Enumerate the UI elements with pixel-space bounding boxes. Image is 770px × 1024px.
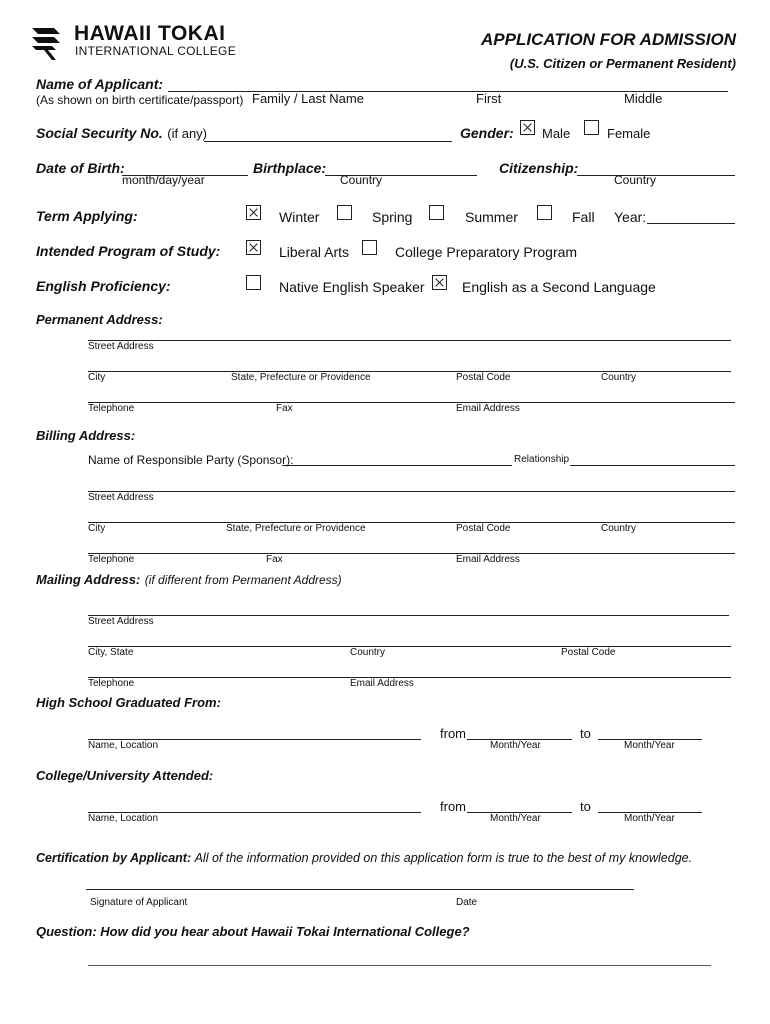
mailing-address-note: (if different from Permanent Address) [144, 573, 342, 587]
billing-relationship-input-line[interactable] [570, 465, 735, 466]
gender-female-label: Female [607, 126, 651, 141]
logo-title: HAWAII TOKAI [74, 22, 226, 45]
billing-street-line[interactable] [88, 491, 735, 492]
highschool-name-caption: Name, Location [88, 740, 159, 751]
gender-female-checkbox[interactable] [584, 120, 599, 135]
permanent-address-label: Permanent Address: [36, 312, 163, 327]
permanent-postal-caption: Postal Code [456, 372, 511, 383]
term-spring-label: Spring [372, 209, 413, 225]
term-label: Term Applying: [36, 208, 138, 224]
highschool-label: High School Graduated From: [36, 695, 221, 710]
ssn-row [36, 125, 207, 143]
term-year-label: Year: [614, 209, 647, 225]
billing-fax-caption: Fax [266, 554, 283, 565]
logo-mark-icon [30, 24, 68, 62]
english-label: English Proficiency: [36, 278, 171, 294]
ssn-label: Social Security No. [36, 125, 163, 141]
billing-address-label: Billing Address: [36, 428, 136, 443]
permanent-state-caption: State, Prefecture or Providence [231, 372, 371, 383]
form-subtitle: (U.S. Citizen or Permanent Resident) [509, 56, 736, 71]
billing-street-caption: Street Address [88, 492, 154, 503]
english-native-label: Native English Speaker [279, 279, 425, 295]
mailing-street-caption: Street Address [88, 616, 154, 627]
college-to-label: to [580, 799, 591, 814]
mailing-email-caption: Email Address [350, 678, 414, 689]
question-answer-line[interactable] [88, 965, 711, 966]
permanent-fax-caption: Fax [276, 403, 293, 414]
permanent-street-line[interactable] [88, 340, 731, 341]
signature-caption: Signature of Applicant [90, 897, 188, 908]
permanent-country-caption: Country [601, 372, 637, 383]
term-winter-checkbox[interactable] [246, 205, 261, 220]
program-prep-checkbox[interactable] [362, 240, 377, 255]
term-summer-checkbox[interactable] [429, 205, 444, 220]
college-to-caption: Month/Year [624, 813, 675, 824]
english-esl-label: English as a Second Language [462, 279, 656, 295]
program-liberal-arts-label: Liberal Arts [279, 244, 350, 260]
citizenship-caption: Country [614, 173, 657, 187]
college-from-label: from [440, 799, 466, 814]
billing-email-caption: Email Address [456, 554, 520, 565]
birthplace-label: Birthplace: [253, 160, 327, 176]
mailing-postal-caption: Postal Code [561, 647, 616, 658]
billing-state-caption: State, Prefecture or Providence [226, 523, 366, 534]
dob-label: Date of Birth: [36, 160, 125, 176]
mailing-address-label: Mailing Address: [36, 572, 141, 587]
birthplace-caption: Country [340, 173, 383, 187]
form-title: APPLICATION FOR ADMISSION [481, 30, 736, 49]
name-note: (As shown on birth certificate/passport) [36, 93, 244, 107]
ssn-note: (if any) [167, 126, 208, 141]
highschool-to-caption: Month/Year [624, 740, 675, 751]
citizenship-label: Citizenship: [499, 160, 579, 176]
mailing-city-line[interactable] [88, 646, 731, 647]
permanent-email-caption: Email Address [456, 403, 520, 414]
program-label: Intended Program of Study: [36, 243, 221, 259]
gender-label: Gender: [460, 125, 514, 141]
term-fall-label: Fall [572, 209, 595, 225]
certification-statement [36, 851, 692, 865]
highschool-from-label: from [440, 726, 466, 741]
college-from-caption: Month/Year [490, 813, 541, 824]
gender-male-checkbox[interactable] [520, 120, 535, 135]
permanent-city-caption: City [88, 372, 106, 383]
certification-text: All of the information provided on this application form is true to the best of my knowledge. [194, 851, 693, 865]
term-spring-checkbox[interactable] [337, 205, 352, 220]
billing-postal-caption: Postal Code [456, 523, 511, 534]
permanent-phone-line[interactable] [88, 402, 735, 403]
mailing-street-line[interactable] [88, 615, 729, 616]
middle-name-caption: Middle [624, 91, 663, 106]
name-label: Name of Applicant: [36, 76, 164, 92]
program-liberal-arts-checkbox[interactable] [246, 240, 261, 255]
dob-caption: month/day/year [122, 173, 205, 187]
permanent-street-caption: Street Address [88, 341, 154, 352]
date-caption: Date [456, 897, 478, 908]
ssn-input-line[interactable] [204, 141, 452, 142]
billing-sponsor-label: Name of Responsible Party (Sponsor): [88, 453, 294, 467]
billing-country-caption: Country [601, 523, 637, 534]
program-prep-label: College Preparatory Program [395, 244, 578, 260]
term-year-input-line[interactable] [647, 223, 735, 224]
billing-sponsor-input-line[interactable] [282, 465, 512, 466]
billing-phone-caption: Telephone [88, 554, 135, 565]
english-native-checkbox[interactable] [246, 275, 261, 290]
highschool-from-caption: Month/Year [490, 740, 541, 751]
certification-label: Certification by Applicant: [36, 851, 192, 865]
gender-male-label: Male [542, 126, 571, 141]
logo-subtitle: INTERNATIONAL COLLEGE [75, 44, 236, 58]
billing-phone-line[interactable] [88, 553, 735, 554]
family-name-caption: Family / Last Name [252, 91, 364, 106]
college-name-caption: Name, Location [88, 813, 159, 824]
mailing-address-heading [36, 571, 342, 589]
term-fall-checkbox[interactable] [537, 205, 552, 220]
signature-line[interactable] [86, 889, 634, 890]
college-label: College/University Attended: [36, 768, 214, 783]
billing-city-caption: City [88, 523, 106, 534]
term-winter-label: Winter [279, 209, 320, 225]
question-label: Question: How did you hear about Hawaii Tokai International College? [36, 924, 470, 939]
mailing-phone-caption: Telephone [88, 678, 135, 689]
mailing-city-caption: City, State [88, 647, 134, 658]
english-esl-checkbox[interactable] [432, 275, 447, 290]
highschool-to-label: to [580, 726, 591, 741]
mailing-country-caption: Country [350, 647, 386, 658]
billing-relationship-label: Relationship [514, 454, 570, 465]
permanent-phone-caption: Telephone [88, 403, 135, 414]
term-summer-label: Summer [465, 209, 518, 225]
first-name-caption: First [476, 91, 502, 106]
billing-city-line[interactable] [88, 522, 735, 523]
